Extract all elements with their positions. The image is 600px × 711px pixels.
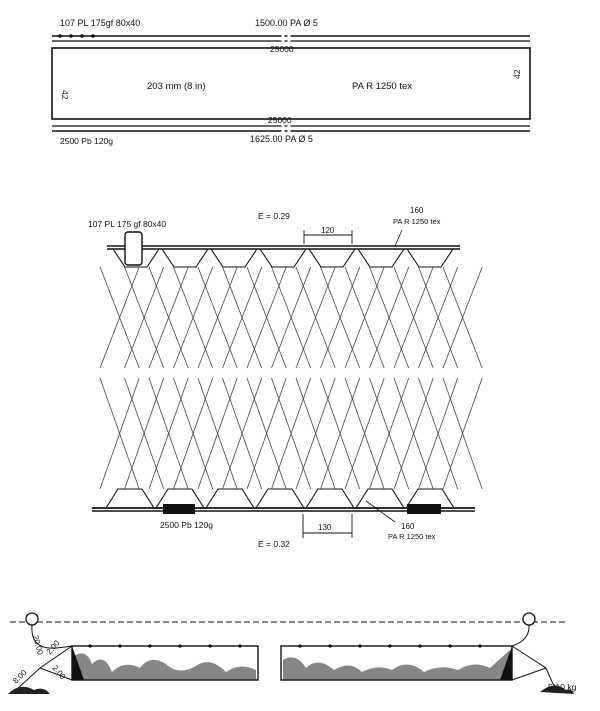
anchor-left-icon [8, 687, 50, 694]
mesh-netting-lower [100, 378, 482, 489]
detail-top-twine-material: PA R 1250 tex [393, 217, 441, 226]
plan-right-depth: 42 [512, 69, 522, 79]
plan-view [52, 18, 530, 146]
rigging-view [8, 613, 577, 694]
rope-length-3: 8.00 [11, 668, 29, 686]
detail-bottom-spacing: 130 [318, 523, 332, 532]
bottom-hanging-loops [106, 489, 454, 508]
hanging-loop-bottom [206, 489, 254, 508]
detail-top-twine-count: 160 [410, 206, 424, 215]
plan-headrope-label: 1500.00 PA Ø 5 [255, 18, 318, 28]
hanging-loop-bottom [306, 489, 354, 508]
headrope-float-dot [358, 644, 361, 647]
top-twine-leader [395, 230, 402, 246]
hanging-loop-top [260, 249, 306, 267]
plan-sinker-label: 2500 Pb 120g [60, 136, 113, 146]
detail-sinker-label: 2500 Pb 120g [160, 520, 213, 530]
top-hanging-loops [113, 249, 453, 267]
rope-length-1: 20.00 [31, 634, 45, 656]
detail-float-label: 107 PL 175 gf 80x40 [88, 219, 167, 229]
detail-bottom-twine-count: 160 [401, 522, 415, 531]
hanging-loop-top [162, 249, 208, 267]
detail-bottom-hanging-ratio: E = 0.32 [258, 539, 290, 549]
hanging-loop-bottom [256, 489, 304, 508]
buoy-right-icon [523, 613, 535, 625]
hanging-loop-top [407, 249, 453, 267]
sinker-right-icon [407, 504, 441, 514]
detail-bottom-twine-material: PA R 1250 tex [388, 532, 436, 541]
net-panel [52, 48, 530, 119]
float-icon [125, 232, 142, 265]
headrope-float-dot [448, 644, 451, 647]
headrope-float-dot [118, 644, 121, 647]
plan-mesh-size: 203 mm (8 in) [147, 81, 206, 92]
hanging-loop-top [211, 249, 257, 267]
headrope-float-dot [178, 644, 181, 647]
headrope-float-dot [238, 644, 241, 647]
headrope-float-dot [298, 644, 301, 647]
headrope-float-dot [88, 644, 91, 647]
hanging-loop-top [309, 249, 355, 267]
rope-length-2: 2.00 [44, 638, 62, 657]
hanging-loop-bottom [356, 489, 404, 508]
buoy-left-icon [26, 613, 38, 625]
headrope-float-dot [148, 644, 151, 647]
plan-top-length: 25000 [270, 44, 294, 54]
anchor-weight-label: 5-10 kg [548, 682, 577, 692]
headrope-float-dot [328, 644, 331, 647]
plan-footrope-label: 1625.00 PA Ø 5 [250, 134, 313, 144]
hanging-loop-bottom [106, 489, 154, 508]
detail-top-spacing: 120 [321, 226, 335, 235]
headrope-float-dot [208, 644, 211, 647]
hanging-loop-top [358, 249, 404, 267]
mesh-detail [88, 206, 482, 549]
detail-top-hanging-ratio: E = 0.29 [258, 211, 290, 221]
plan-bottom-length: 25000 [268, 115, 292, 125]
headrope-float-dot [418, 644, 421, 647]
plan-left-depth: 42 [60, 90, 70, 100]
mesh-netting-upper [100, 267, 482, 368]
sinker-left-icon [163, 504, 195, 514]
headrope-float-dot [388, 644, 391, 647]
right-buoy-line [512, 625, 529, 646]
plan-float-label: 107 PL 175gf 80x40 [60, 18, 141, 28]
right-bridle-lower [512, 668, 546, 680]
plan-material: PA R 1250 tex [352, 81, 413, 92]
headrope-float-dot [478, 644, 481, 647]
net-shading [74, 650, 510, 680]
rope-length-4: 2.00 [50, 663, 68, 682]
